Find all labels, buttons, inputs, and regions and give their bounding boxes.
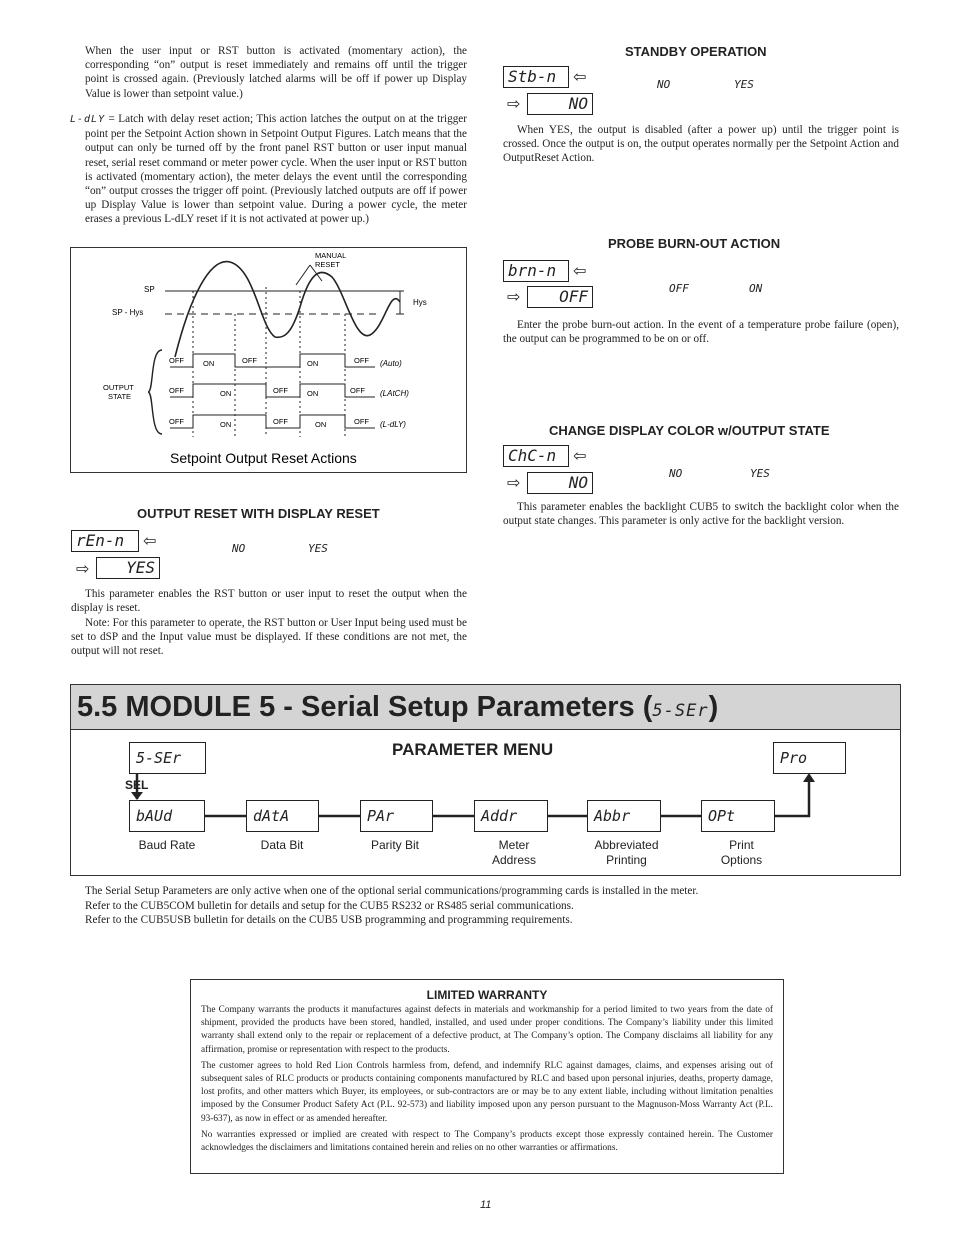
color-bottom-display: NO [527, 472, 593, 494]
latch-delay-paragraph [70, 112, 467, 227]
standby-option-no: NO [657, 78, 671, 91]
color-paragraph: This parameter enables the backlight CUB5 to switch the backlight color when the output state changes. This parameter is only active for the backlight version. [503, 501, 899, 528]
warranty-paragraph-1: The Company warrants the products it manufactures against defects in materials and workmanship for a period limited to two years from the date of shipment, provided the products have been stored, handled, installed, and used under proper conditions. The Company’s liability under this limited warranty shall extend only to the repair or replacement of a defective product, at The Company’s option. The Company disclaims all liability for any affirmation, promise or representation with respect to the products. [201, 1005, 773, 1055]
param-label-address: Meter Address [491, 838, 537, 867]
latch-delay-row [169, 415, 406, 429]
auto-mode-label: (Auto) [380, 359, 402, 368]
probe-paragraph: Enter the probe burn-out action. In the event of a temperature probe failure (open), the output can be programmed to be on or off. [503, 319, 899, 346]
output-reset-paragraph-2: Note: For this parameter to operate, the RST button or User Input being used must be set to dSP and the Input value must be displayed. If these conditions are not met, the output will not reset. [71, 617, 467, 658]
standby-bottom-display: NO [527, 93, 593, 115]
param-label-data: Data Bit [260, 838, 304, 852]
standby-heading: STANDBY OPERATION [625, 44, 767, 59]
probe-option-off: OFF [669, 282, 689, 295]
output-reset-paragraph-1: This parameter enables the RST button or user input to reset the output when the display is reset. [71, 588, 467, 615]
output-reset-top-display: rEn-n [71, 530, 139, 552]
serial-note-1: The Serial Setup Parameters are only active when one of the optional serial communications/programming cards is installed in the meter. [85, 885, 699, 897]
warranty-heading: LIMITED WARRANTY [426, 988, 548, 1002]
output-reset-option-yes: YES [308, 542, 328, 555]
svg-text:ON: ON [220, 389, 232, 398]
color-option-yes: YES [750, 467, 770, 480]
output-state-label: OUTPUT [103, 383, 134, 392]
return-arrow-icon: ⇨ [507, 473, 521, 492]
color-heading: CHANGE DISPLAY COLOR w/OUTPUT STATE [549, 423, 830, 438]
module-title-bar [70, 684, 901, 730]
svg-text:ON: ON [203, 359, 215, 368]
sp-hys-label: SP - Hys [112, 308, 144, 317]
manual-reset-label: MANUAL [315, 251, 347, 260]
module-title-code: 5-SEr [652, 701, 709, 721]
return-arrow-icon: ⇨ [76, 559, 90, 578]
page-number: 11 [480, 1199, 492, 1211]
parameter-menu-box [70, 730, 901, 876]
auto-row [169, 354, 402, 368]
return-arrow-icon: ⇨ [507, 287, 521, 306]
param-label-parity: Parity Bit [370, 838, 419, 852]
setpoint-reset-figure [70, 247, 467, 473]
svg-text:OFF: OFF [169, 417, 184, 426]
latch-delay-mode-label: (L-dLY) [380, 420, 406, 429]
param-box-abbr: Abbr [587, 800, 661, 832]
svg-text:OFF: OFF [273, 417, 288, 426]
param-box-options: OPt [701, 800, 775, 832]
parameter-menu-title: PARAMETER MENU [392, 740, 554, 759]
svg-text:OFF: OFF [169, 386, 184, 395]
standby-top-display: Stb-n [503, 66, 569, 88]
serial-module-start-box: 5-SEr [129, 742, 206, 774]
svg-text:ON: ON [315, 420, 327, 429]
output-reset-heading: OUTPUT RESET WITH DISPLAY RESET [137, 506, 380, 521]
warranty-box [190, 979, 784, 1174]
probe-bottom-display: OFF [527, 286, 593, 308]
color-top-display: ChC-n [503, 445, 569, 467]
module-title: 5.5 MODULE 5 - Serial Setup Parameters ( [77, 691, 653, 723]
setpoint-reset-diagram [70, 247, 467, 473]
probe-option-on: ON [749, 282, 763, 295]
warranty-paragraph-2: The customer agrees to hold Red Lion Controls harmless from, defend, and indemnify RLC against damages, claims, and expenses arising out of subsequent sales of RLC products or products containing components manufactured by RLC and based upon personal injuries, deaths, property damage, lost profits, and other matters which Buyer, its employees, or sub-contractors are or may be to any extent liable, including without limitation penalties imposed by the Consumer Product Safety Act (P.L. 92-573) and liability imposed upon any person pursuant to the Magnuson-Moss Warranty Act (P.L. 93-637), as now in effect or as amended hereafter. [201, 1060, 773, 1124]
serial-note-2: Refer to the CUB5COM bulletin for details and setup for the CUB5 RS232 or RS485 serial communications. [85, 899, 574, 912]
svg-text:OFF: OFF [169, 356, 184, 365]
advance-arrow-icon: ⇦ [573, 446, 587, 465]
latch-delay-code: L-dLY [70, 114, 106, 125]
svg-text:ON: ON [220, 420, 232, 429]
param-label-baud: Baud Rate [138, 838, 196, 852]
latch-mode-label: (LAtCH) [380, 389, 409, 398]
output-reset-option-no: NO [232, 542, 246, 555]
svg-text:ON: ON [307, 389, 319, 398]
latch-delay-text: = Latch with delay reset action; This action latches the output on at the trigger point per the Setpoint Action shown in Setpoint Output Figures. Latch means that the output can only be turned off by the front panel RST button or user input manual reset, serial reset command or meter power cycle. When the user input or RST button is activated (momentary action), the meter delays the event until the corresponding “on” output crosses the trigger off point. (Previously latched outputs are off if power up Display Value is lower than setpoint value. During a power cycle, the meter erases a previous L-dLY reset if it is not activated at power up.) [85, 113, 467, 226]
param-label-abbr: Abbreviated Printing [594, 838, 659, 867]
color-option-no: NO [669, 467, 683, 480]
svg-text:OFF: OFF [354, 417, 369, 426]
sel-label: SEL [125, 778, 149, 792]
serial-notes [85, 884, 905, 928]
warranty-paragraph-3: No warranties expressed or implied are created with respect to The Company’s products except those expressly contained herein. The Customer acknowledges the disclaimers and limitations contained herein and relies on no other warranties or affirmations. [201, 1129, 773, 1154]
param-box-baud: bAUd [129, 800, 205, 832]
serial-note-3: Refer to the CUB5USB bulletin for details on the CUB5 USB programming and programming requirements. [85, 914, 573, 926]
output-state-label-2: STATE [108, 392, 132, 401]
probe-top-display: brn-n [503, 260, 569, 282]
return-arrow-icon: ⇨ [507, 94, 521, 113]
svg-text:OFF: OFF [242, 356, 257, 365]
svg-text:OFF: OFF [354, 356, 369, 365]
figure-caption: Setpoint Output Reset Actions [170, 450, 357, 466]
param-box-address: Addr [474, 800, 548, 832]
svg-text:ON: ON [307, 359, 319, 368]
param-box-parity: PAr [360, 800, 433, 832]
manual-reset-label-2: RESET [315, 260, 341, 269]
pro-end-box: Pro [773, 742, 846, 774]
advance-arrow-icon: ⇦ [573, 67, 587, 86]
advance-arrow-icon: ⇦ [143, 531, 157, 550]
hys-label: Hys [413, 298, 427, 307]
svg-text:OFF: OFF [350, 386, 365, 395]
svg-text:OFF: OFF [273, 386, 288, 395]
latch-row [169, 384, 409, 398]
latch-paragraph: When the user input or RST button is activated (momentary action), the corresponding “on” output is reset immediately and remains off until the trigger point is crossed again. (Previously latched alarms will be off if power up Display Value is lower than setpoint value.) [85, 45, 467, 100]
sp-label: SP [144, 285, 155, 294]
standby-paragraph: When YES, the output is disabled (after a power up) until the trigger point is crossed. Once the output is on, the output operates normally per the Setpoint Action and OutputReset Action. [503, 124, 899, 165]
advance-arrow-icon: ⇦ [573, 261, 587, 280]
module-title-end: ) [708, 691, 719, 723]
param-label-options: Print Options [720, 838, 763, 867]
standby-option-yes: YES [734, 78, 754, 91]
param-box-data: dAtA [246, 800, 319, 832]
probe-heading: PROBE BURN-OUT ACTION [608, 236, 781, 251]
output-reset-bottom-display: YES [96, 557, 160, 579]
